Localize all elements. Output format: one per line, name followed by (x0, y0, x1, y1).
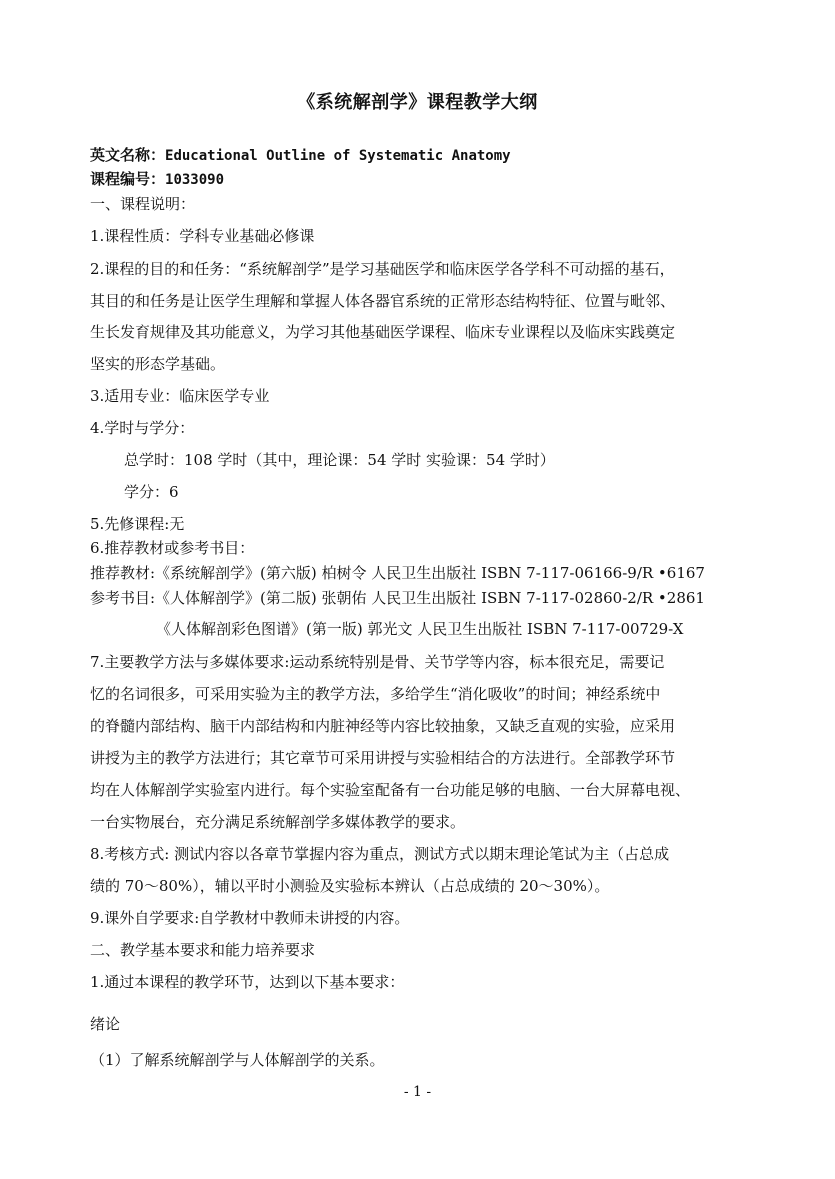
teaching-methods-line-6: 一台实物展台，充分满足系统解剖学多媒体教学的要求。 (90, 813, 466, 831)
course-purpose-line-3: 生长发育规律及其功能意义，为学习其他基础医学课程、临床专业课程以及临床实践奠定 (90, 323, 676, 341)
reference-book-1: 参考书目:《人体解剖学》(第二版) 张朝佑 人民卫生出版社 ISBN 7-117-02860-2/R •2861 (90, 589, 705, 607)
assessment-line-2: 绩的 70～80%），辅以平时小测验及实验标本辨认（占总成绩的 20～30%）。 (90, 877, 610, 895)
assessment-line-1: 8.考核方式: 测试内容以各章节掌握内容为重点，测试方式以期末理论笔试为主（占总成 (90, 845, 670, 863)
course-code-row (90, 169, 752, 190)
english-name-label: 英文名称： (90, 146, 166, 164)
basic-requirements-intro: 1.通过本课程的教学环节，达到以下基本要求： (90, 973, 405, 991)
course-purpose-line-2: 其目的和任务是让医学生理解和掌握人体各器官系统的正常形态结构特征、位置与毗邻、 (90, 292, 676, 310)
total-hours: 总学时：108 学时（其中，理论课：54 学时 实验课：54 学时） (124, 451, 555, 469)
credits: 学分：6 (124, 483, 179, 501)
teaching-methods-line-2: 忆的名词很多，可采用实验为主的教学方法，多给学生“消化吸收”的时间；神经系统中 (90, 685, 661, 703)
teaching-methods-line-5: 均在人体解剖学实验室内进行。每个实验室配备有一台功能足够的电脑、一台大屏幕电视、 (90, 781, 691, 799)
hours-credits-heading: 4.学时与学分： (90, 419, 195, 437)
document-title: 《系统解剖学》课程教学大纲 (297, 92, 538, 113)
course-nature: 1.课程性质：学科专业基础必修课 (90, 227, 315, 245)
textbooks-heading: 6.推荐教材或参考书目： (90, 539, 255, 557)
introduction-item-1: （1）了解系统解剖学与人体解剖学的关系。 (90, 1051, 385, 1069)
course-code-label: 课程编号： (90, 170, 166, 188)
page-number: - 1 - (403, 1084, 432, 1100)
course-purpose-line-1: 2.课程的目的和任务：“系统解剖学”是学习基础医学和临床医学各学科不可动摇的基石， (90, 260, 675, 278)
recommended-textbook: 推荐教材:《系统解剖学》(第六版) 柏树令 人民卫生出版社 ISBN 7-117-06166-9/R •6167 (90, 564, 705, 582)
teaching-methods-line-4: 讲授为主的教学方法进行；其它章节可采用讲授与实验相结合的方法进行。全部教学环节 (90, 749, 676, 767)
section2-heading: 二、教学基本要求和能力培养要求 (90, 941, 316, 959)
introduction-heading: 绪论 (90, 1015, 121, 1033)
teaching-methods-line-1: 7.主要教学方法与多媒体要求:运动系统特别是骨、关节学等内容，标本很充足，需要记 (90, 653, 665, 671)
applicable-major: 3.适用专业：临床医学专业 (90, 387, 270, 405)
course-purpose-line-4: 坚实的形态学基础。 (90, 355, 226, 373)
teaching-methods-line-3: 的脊髓内部结构、脑干内部结构和内脏神经等内容比较抽象，又缺乏直观的实验，应采用 (90, 717, 676, 735)
self-study-requirement: 9.课外自学要求:自学教材中教师未讲授的内容。 (90, 909, 410, 927)
prerequisite-courses: 5.先修课程:无 (90, 515, 185, 533)
english-name-value: Educational Outline of Systematic Anatomy (165, 148, 511, 164)
english-name-row (90, 145, 752, 166)
reference-book-2: 《人体解剖彩色图谱》(第一版) 郭光文 人民卫生出版社 ISBN 7-117-00729-X (156, 620, 684, 638)
section1-heading: 一、课程说明： (90, 195, 196, 213)
course-code-value: 1033090 (165, 172, 225, 188)
